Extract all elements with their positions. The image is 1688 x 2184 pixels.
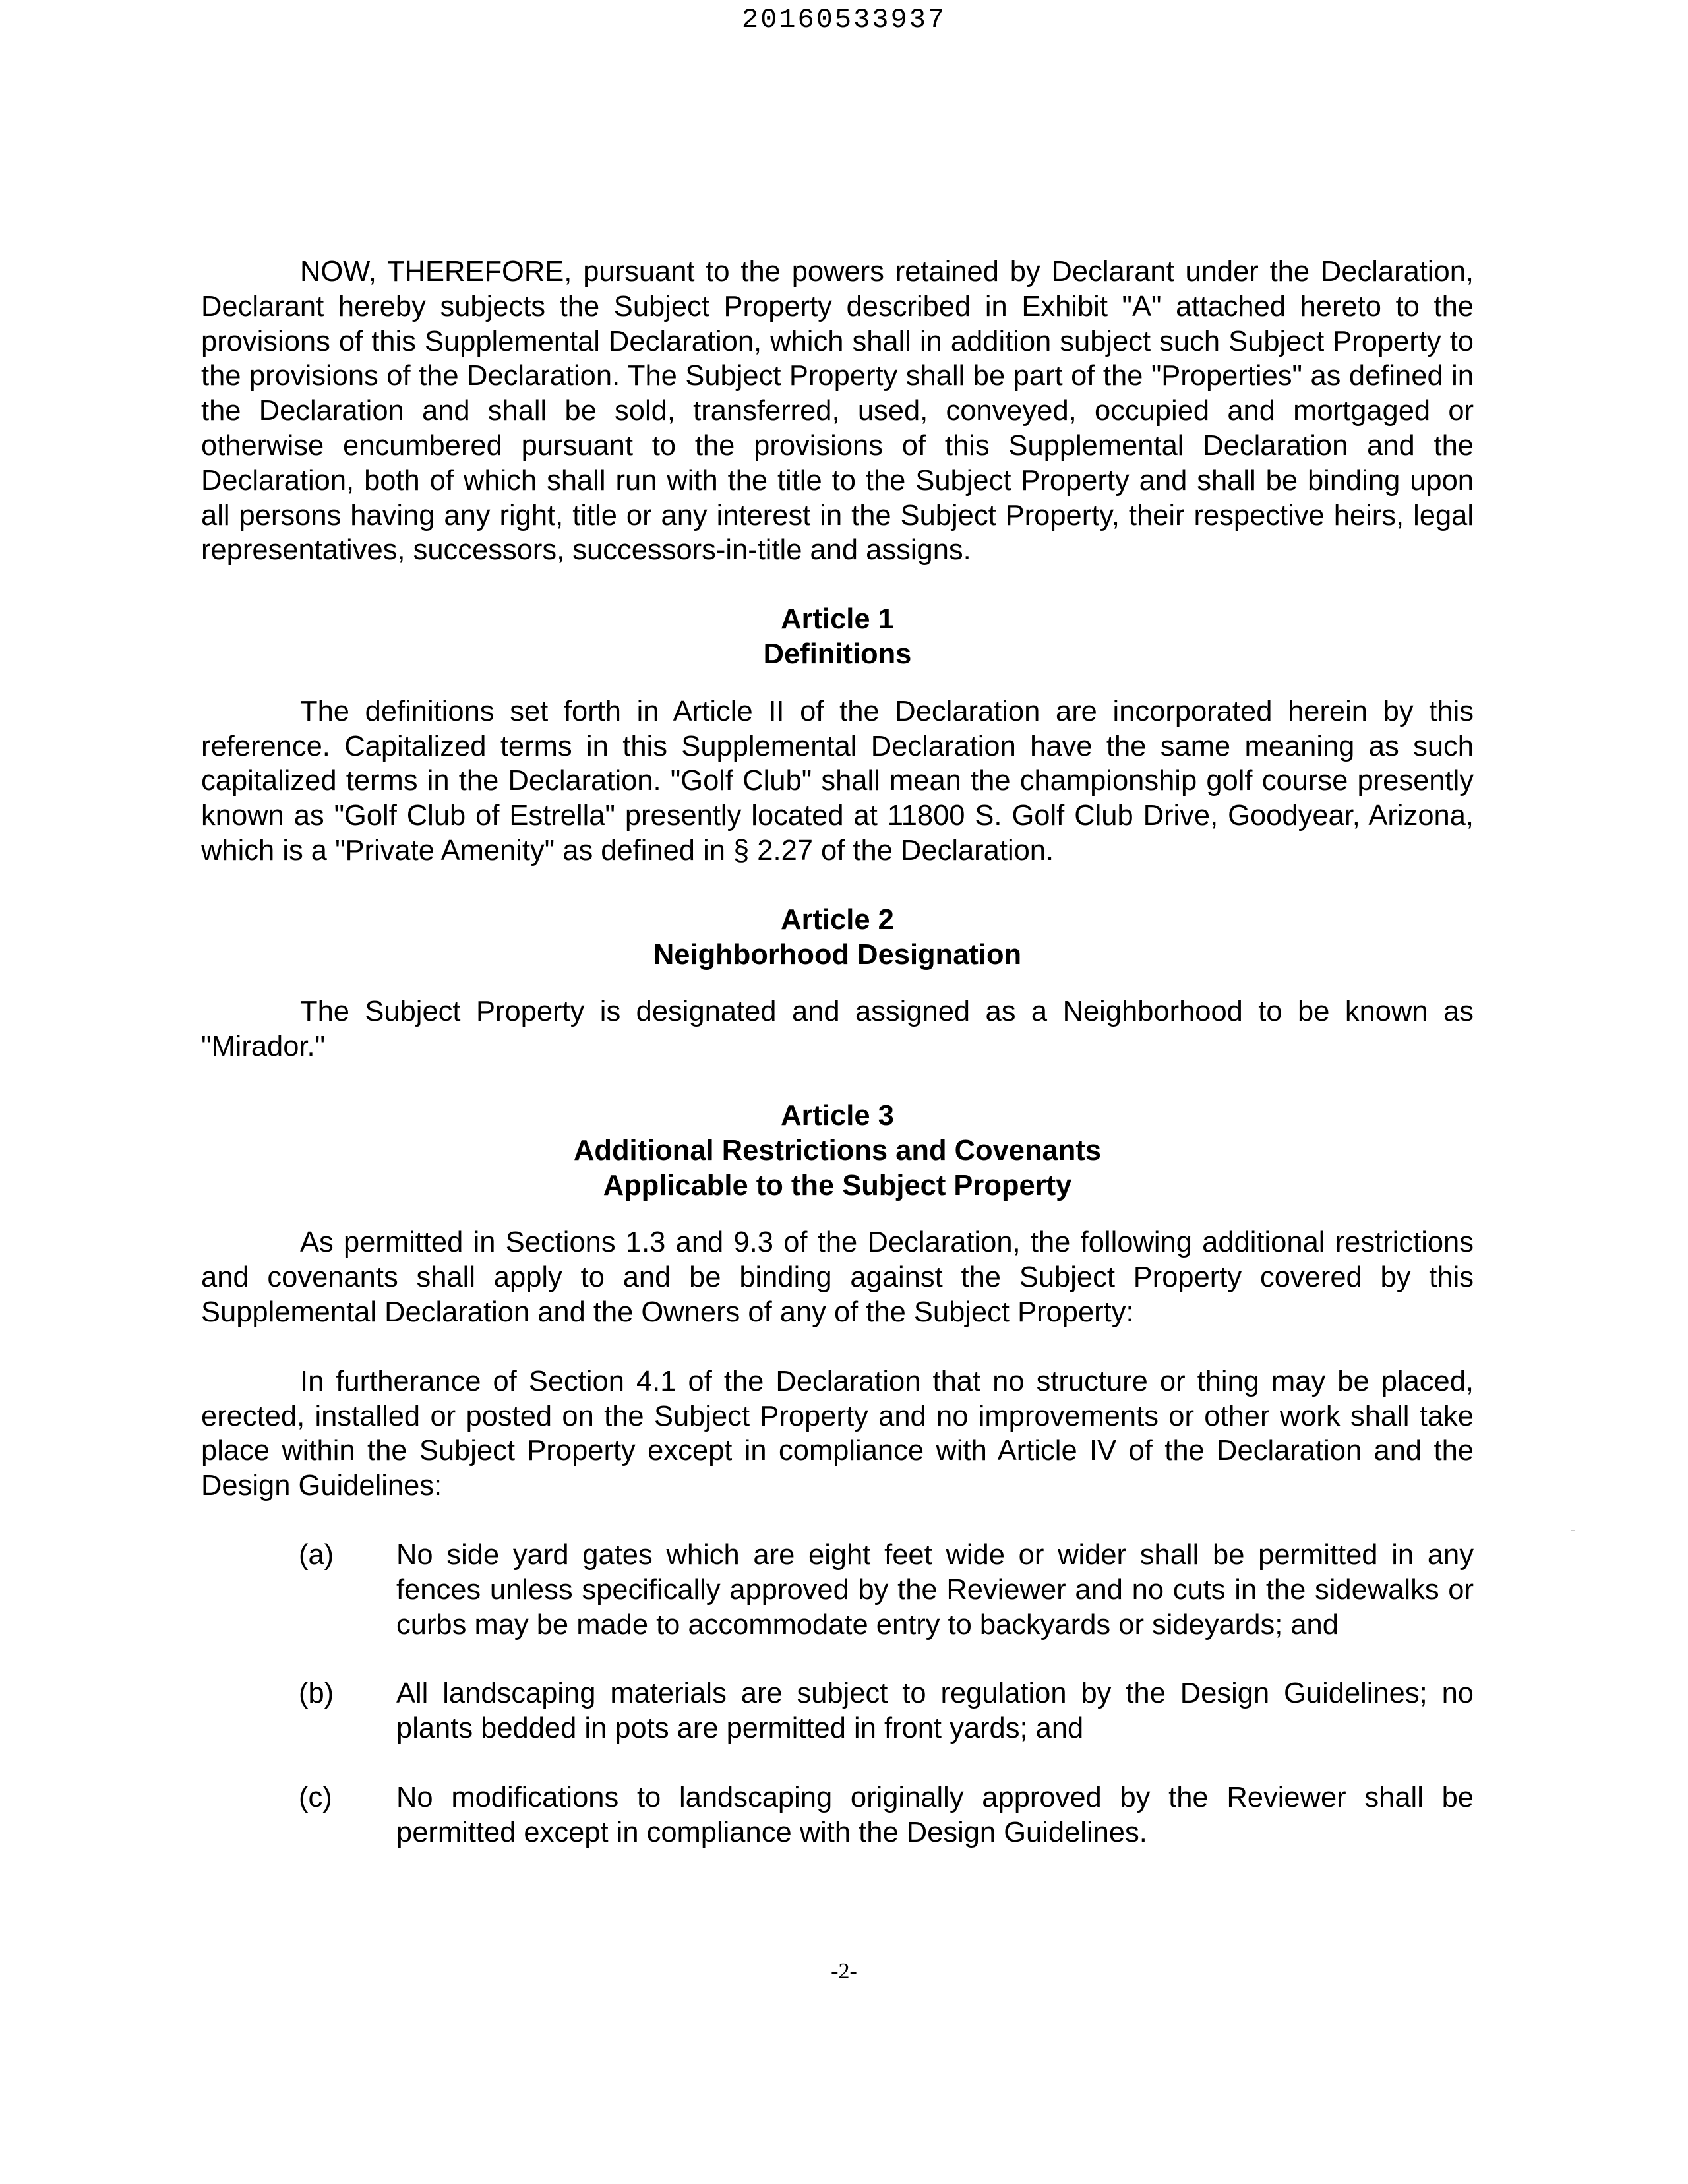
- document-body: [201, 255, 1474, 1884]
- list-item-text: No side yard gates which are eight feet wide or wider shall be permitted in any fences unless specifically approved by the Reviewer and no cuts in the sidewalks or curbs may be made to accommodate entry to backyards or sideyards; and: [396, 1538, 1474, 1641]
- list-item-text: No modifications to landscaping originally approved by the Reviewer shall be permitted except in compliance with the Design Guidelines.: [396, 1781, 1474, 1848]
- article-1-paragraph: The definitions set forth in Article II of the Declaration are incorporated herein by this reference. Capitalized terms in this Supplemental Declaration have the same meaning as such capitalized terms in the Declaration. "Golf Club" shall mean the championship golf course presently known as "Golf Club of Estrella" presently located at 11800 S. Golf Club Drive, Goodyear, Arizona, which is a "Private Amenity" as defined in § 2.27 of the Declaration.: [201, 695, 1474, 866]
- list-item-text: All landscaping materials are subject to regulation by the Design Guidelines; no plants bedded in pots are permitted in front yards; and: [396, 1678, 1474, 1745]
- article-number: Article 3: [781, 1099, 894, 1132]
- article-title: Neighborhood Designation: [653, 938, 1022, 971]
- article-number: Article 1: [781, 603, 894, 636]
- list-item-label: (c): [299, 1781, 332, 1813]
- list-item: [201, 1538, 1474, 1642]
- article-number: Article 2: [781, 903, 894, 936]
- article-3-paragraph: As permitted in Sections 1.3 and 9.3 of the Declaration, the following additional restrictions and covenants shall apply to and be binding against the Subject Property covered by this Supplemental Declaration and the Owners of any of the Subject Property:: [201, 1227, 1474, 1328]
- article-2-paragraph: The Subject Property is designated and assigned as a Neighborhood to be known as "Mirador.": [201, 996, 1474, 1063]
- article-1-heading: [201, 602, 1474, 672]
- article-title-line: Applicable to the Subject Property: [603, 1169, 1072, 1201]
- restriction-list: [201, 1538, 1474, 1850]
- article-title: Definitions: [763, 638, 912, 670]
- page-number: -2-: [831, 1959, 857, 1984]
- article-title-line: Additional Restrictions and Covenants: [573, 1134, 1101, 1167]
- article-3-paragraph: In furtherance of Section 4.1 of the Declaration that no structure or thing may be placed, erected, installed or posted on the Subject Property and no improvements or other work shall take place within the Subject Property except in compliance with Article IV of the Declaration and the Design Guidelines:: [201, 1365, 1474, 1502]
- document-number: 20160533937: [741, 4, 947, 36]
- article-2-heading: [201, 903, 1474, 973]
- list-item: [201, 1780, 1474, 1850]
- list-item-label: (a): [299, 1538, 334, 1571]
- list-item-label: (b): [299, 1678, 334, 1710]
- intro-paragraph: NOW, THEREFORE, pursuant to the powers retained by Declarant under the Declaration, Declarant hereby subjects the Subject Property described in Exhibit "A" attached hereto to the provisions of this Supplemental Declaration, which shall in addition subject such Subject Property to the provisions of the Declaration. The Subject Property shall be part of the "Properties" as defined in the Declaration and shall be sold, transferred, used, conveyed, occupied and mortgaged or otherwise encumbered pursuant to the provisions of this Supplemental Declaration and the Declaration, both of which shall run with the title to the Subject Property and shall be binding upon all persons having any right, title or any interest in the Subject Property, their respective heirs, legal representatives, successors, successors-in-title and assigns.: [201, 256, 1474, 566]
- article-3-heading: [201, 1099, 1474, 1203]
- list-item: [201, 1676, 1474, 1746]
- scan-artifact: [1571, 1530, 1575, 1531]
